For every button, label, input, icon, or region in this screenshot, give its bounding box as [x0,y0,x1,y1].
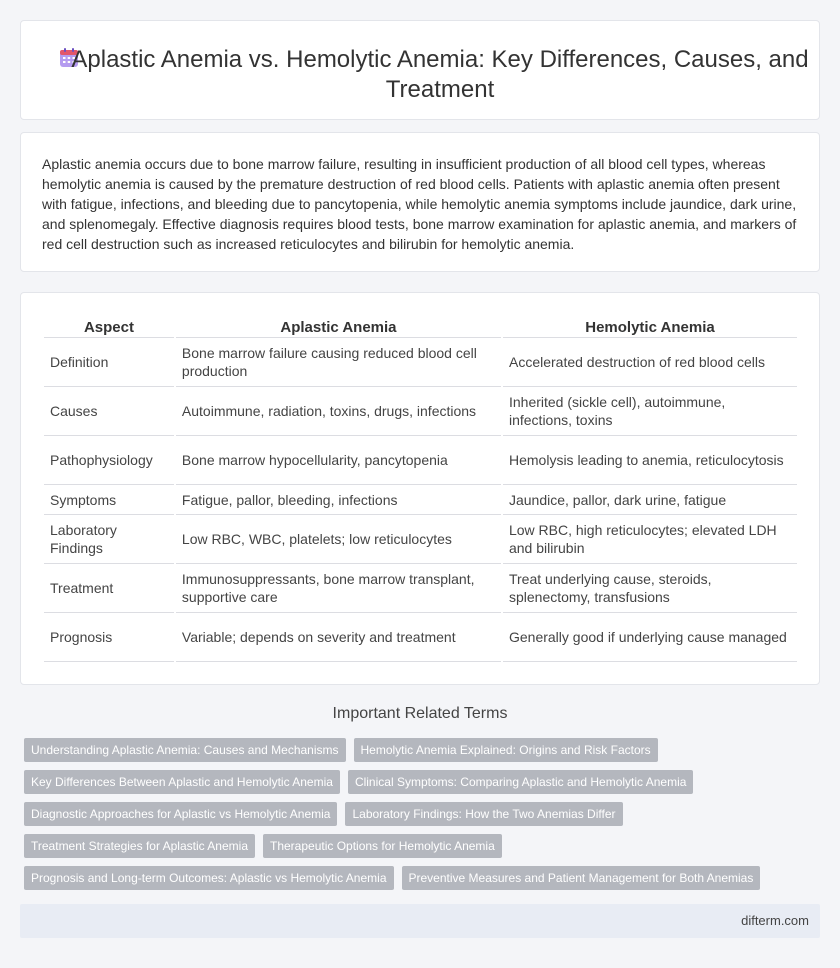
related-term-link[interactable]: Preventive Measures and Patient Management for Both Anemias [402,866,761,890]
table-header-row [44,313,797,338]
table-row [44,613,797,662]
cell-aplastic: Variable; depends on severity and treatment [176,613,501,662]
cell-aplastic: Bone marrow hypocellularity, pancytopenia [176,436,501,485]
related-term-link[interactable]: Prognosis and Long-term Outcomes: Aplastic vs Hemolytic Anemia [24,866,394,890]
related-term-link[interactable]: Therapeutic Options for Hemolytic Anemia [263,834,502,858]
cell-aplastic: Autoimmune, radiation, toxins, drugs, infections [176,387,501,436]
related-term-link[interactable]: Key Differences Between Aplastic and Hemolytic Anemia [24,770,340,794]
table-row [44,338,797,387]
related-terms-heading: Important Related Terms [332,705,508,722]
footer-site-link[interactable]: difterm.com [741,913,809,928]
cell-hemolytic: Generally good if underlying cause managed [503,613,797,662]
cell-aspect: Pathophysiology [44,436,174,485]
comparison-table-card [20,292,820,685]
cell-aplastic: Bone marrow failure causing reduced blood cell production [176,338,501,387]
table-row [44,564,797,613]
table-row [44,387,797,436]
related-term-link[interactable]: Understanding Aplastic Anemia: Causes and Mechanisms [24,738,346,762]
cell-aspect: Causes [44,387,174,436]
cell-aspect: Definition [44,338,174,387]
cell-aspect: Laboratory Findings [44,515,174,564]
cell-aspect: Prognosis [44,613,174,662]
intro-paragraph: Aplastic anemia occurs due to bone marrow failure, resulting in insufficient production of all blood cell types, whereas hemolytic anemia is caused by the premature destruction of red blood cells. Patients with aplastic anemia often present with fatigue, infections, and bleeding due to pancytopenia, while hemolytic anemia symptoms include jaundice, dark urine, and splenomegaly. Effective diagnosis requires blood tests, bone marrow examination for aplastic anemia, and markers of red cell destruction such as increased reticulocytes and bilirubin for hemolytic anemia. [42,156,797,252]
cell-aplastic: Low RBC, WBC, platelets; low reticulocytes [176,515,501,564]
related-term-link[interactable]: Clinical Symptoms: Comparing Aplastic and Hemolytic Anemia [348,770,693,794]
cell-hemolytic: Treat underlying cause, steroids, splenectomy, transfusions [503,564,797,613]
cell-hemolytic: Inherited (sickle cell), autoimmune, infections, toxins [503,387,797,436]
cell-aspect: Treatment [44,564,174,613]
cell-hemolytic: Jaundice, pallor, dark urine, fatigue [503,485,797,515]
related-term-link[interactable]: Diagnostic Approaches for Aplastic vs Hemolytic Anemia [24,802,337,826]
footer [20,904,820,938]
cell-hemolytic: Hemolysis leading to anemia, reticulocytosis [503,436,797,485]
comparison-table [42,313,799,662]
column-header-hemolytic: Hemolytic Anemia [503,313,797,338]
related-term-link[interactable]: Hemolytic Anemia Explained: Origins and Risk Factors [354,738,658,762]
cell-aplastic: Fatigue, pallor, bleeding, infections [176,485,501,515]
cell-aplastic: Immunosuppressants, bone marrow transplant, supportive care [176,564,501,613]
related-term-link[interactable]: Laboratory Findings: How the Two Anemias Differ [345,802,622,826]
header-card [20,20,820,120]
page-title: Aplastic Anemia vs. Hemolytic Anemia: Key Differences, Causes, and Treatment [71,46,809,103]
table-row [44,515,797,564]
cell-aspect: Symptoms [44,485,174,515]
column-header-aspect: Aspect [44,313,174,338]
related-term-link[interactable]: Treatment Strategies for Aplastic Anemia [24,834,255,858]
table-row [44,485,797,515]
column-header-aplastic: Aplastic Anemia [176,313,501,338]
intro-card [20,132,820,272]
cell-hemolytic: Low RBC, high reticulocytes; elevated LDH and bilirubin [503,515,797,564]
cell-hemolytic: Accelerated destruction of red blood cells [503,338,797,387]
related-terms-list [24,738,784,898]
table-row [44,436,797,485]
